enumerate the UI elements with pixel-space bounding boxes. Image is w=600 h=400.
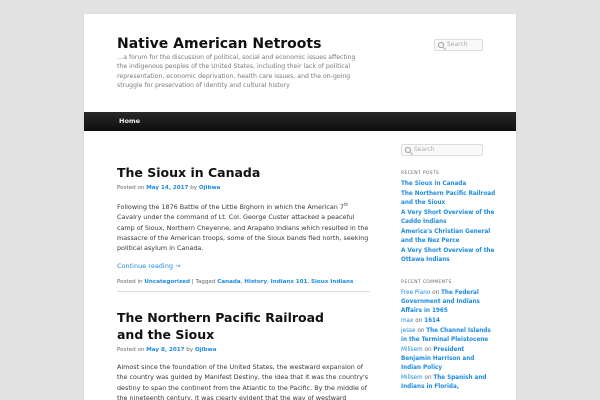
meta-label: Posted on [117,347,147,354]
comment-on: on [422,375,434,381]
page-container [84,14,516,400]
continue-reading-link[interactable]: Continue reading → [117,262,181,271]
search-placeholder: Search [414,146,435,153]
site-description: …a forum for the discussion of political, social and economic issues affecting the indigenous peoples of the United States, including their lack of political representation, economic deprivation, health care issues, and the on-going struggle for preservation of identity and cultural history [117,54,356,89]
recent-comment [401,327,496,345]
comment-author[interactable]: Millsem [401,375,423,381]
comment-author[interactable]: Millsem [401,347,423,353]
post-excerpt [117,200,370,253]
post-article [117,164,370,292]
post-article [117,309,370,400]
post-text: Cavalry under the command of Lt. Col. George Custer attacked a peaceful camp of Sioux, Northern Cheyenne, and Arapaho Indians which resulted in the massacre of the American troops, some of the Sioux bands fled north, seeking political asylum in Canada. [117,213,369,252]
post-footer: Posted in Uncategorized | Tagged Canada, History, Indians 101, Sioux Indians [117,279,370,292]
recent-comment [401,346,496,373]
comment-on: on [415,328,427,334]
post-author-link[interactable]: Ojibwa [194,347,217,354]
recent-posts-heading: RECENT POSTS [401,171,440,176]
comment-on: on [430,290,442,296]
search-placeholder: Search [447,41,468,48]
post-sup: th [343,202,349,207]
sidebar-search-input[interactable] [401,144,483,156]
recent-post-link[interactable]: A Very Short Overview of the Caddo Indians [401,210,495,225]
nav-item-home[interactable]: Home [119,117,141,125]
tag-link[interactable]: Canada [217,279,241,286]
post-title[interactable]: The Northern Pacific Railroad and the Sioux [117,310,324,343]
recent-post-link[interactable]: America's Christian General and the Nez Perce [401,229,491,244]
sidebar [401,144,496,393]
recent-comment [401,317,496,326]
recent-comments-list [401,289,496,392]
search-icon [438,42,444,48]
main-content [117,131,370,400]
post-meta [117,185,370,191]
header-search-input[interactable] [434,39,483,51]
tag-link[interactable]: Indians 101 [270,279,308,286]
post-text: Following the 1876 Battle of the Little Bighorn in which the American 7 [117,203,344,212]
comment-post-link[interactable]: The Federal Government and Indians Affairs in 1965 [401,290,480,314]
recent-comment [401,374,496,392]
site-title[interactable]: Native American Netroots [117,36,322,52]
search-icon [405,147,411,153]
tag-link[interactable]: Sioux Indians [310,279,354,286]
category-link[interactable]: Uncategorized [144,279,191,286]
post-date-link[interactable]: May 14, 2017 [146,185,189,191]
comment-on: on [422,347,434,353]
comment-post-link[interactable]: President Benjamin Harrison and Indian Policy [401,347,475,371]
comment-post-link[interactable]: The Channel Islands in the Terminal Pleistocene [401,328,491,343]
recent-post-link[interactable]: A Very Short Overview of the Ottawa Indians [401,248,495,263]
recent-comment [401,289,496,316]
comment-on: on [413,318,425,324]
meta-label: Posted on [117,185,147,191]
meta-by: by [188,185,199,191]
post-meta [117,347,370,353]
comment-author[interactable]: jesse [401,328,416,334]
recent-post-link[interactable]: The Northern Pacific Railroad and the Sioux [401,191,496,206]
footer-label: | Tagged [190,279,218,286]
comment-author[interactable]: max [401,318,414,324]
post-excerpt: Almost since the foundation of the United States, the westward expansion of the country was guided by Manifest Destiny, the idea that it was the country's destiny to span the continent from the Atlantic to the Pacific. By the middle of the nineteenth century, it was clearly evident that the way of westward [117,363,369,400]
tag-link[interactable]: History [244,279,268,286]
comment-post-link[interactable]: 1614 [424,318,440,324]
meta-by: by [184,347,195,354]
post-author-link[interactable]: Ojibwa [198,185,221,191]
recent-posts-list [401,180,496,265]
recent-comments-heading: RECENT COMMENTS [401,280,452,285]
recent-post-link[interactable]: The Sioux in Canada [401,181,467,187]
comment-author[interactable]: Free Piano [401,290,431,296]
footer-label: Posted in [117,279,145,286]
main-nav [84,112,516,131]
comment-post-link[interactable]: The Spanish and Indians in Florida, [401,375,487,390]
post-date-link[interactable]: May 8, 2017 [146,347,185,354]
post-title[interactable]: The Sioux in Canada [117,165,261,180]
